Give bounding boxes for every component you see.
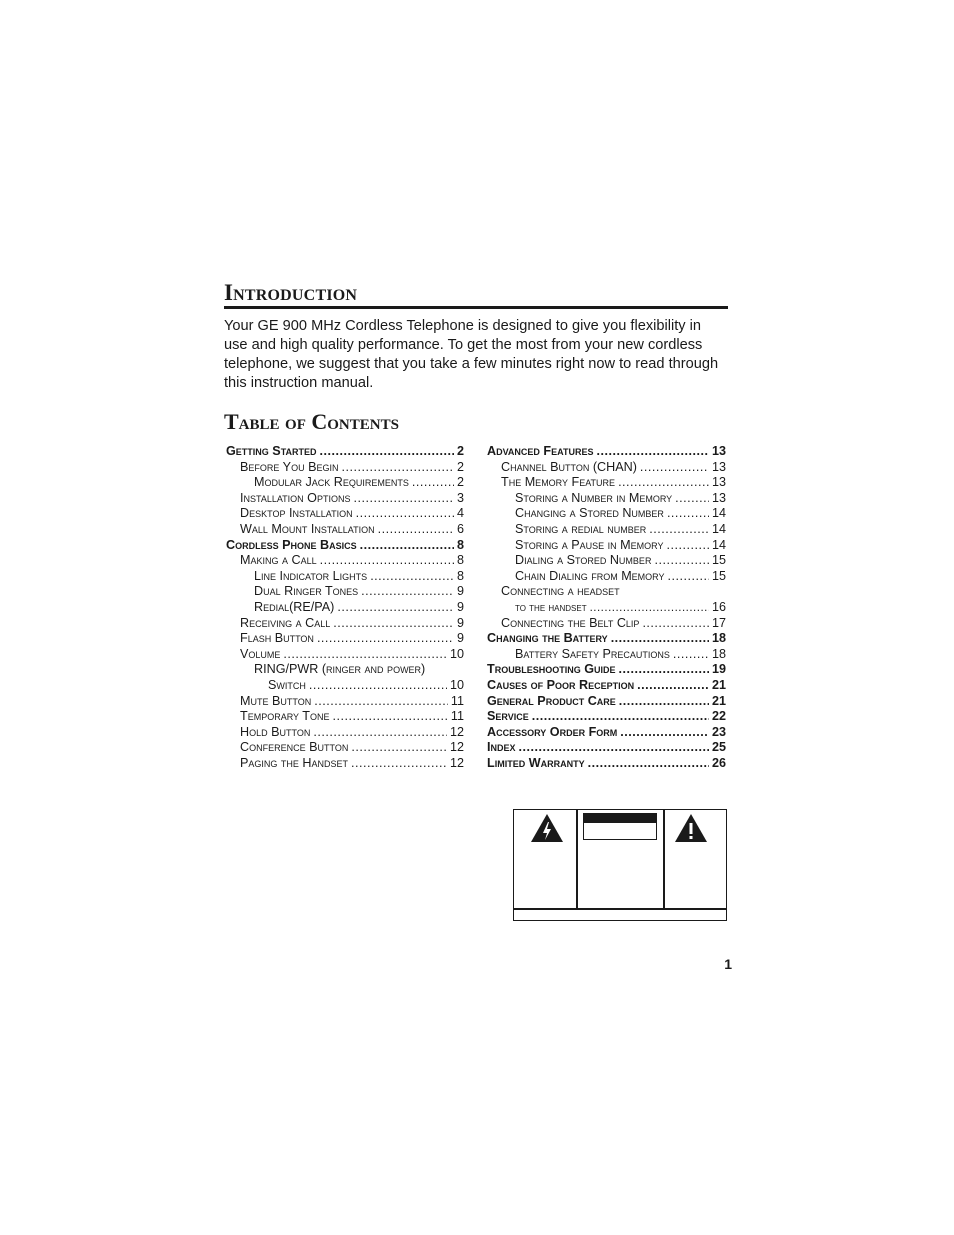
toc-entry[interactable]: Troubleshooting Guide ..... 19 [487,662,726,678]
toc-entry[interactable]: Causes of Poor Reception ..... 21 [487,678,726,694]
toc-entry[interactable]: Hold Button ..... 12 [226,725,464,741]
heading-rule [224,306,728,309]
toc-entry[interactable]: to the handset ..... 16 [487,600,726,616]
toc-entry[interactable]: The Memory Feature ..... 13 [487,475,726,491]
toc-heading: Table of Contents [224,409,399,434]
toc-entry[interactable]: Storing a Pause in Memory ..... 14 [487,538,726,554]
warning-divider [514,908,726,910]
toc-entry[interactable]: Accessory Order Form ..... 23 [487,725,726,741]
toc-entry[interactable]: Conference Button ..... 12 [226,740,464,756]
toc-entry[interactable]: Line Indicator Lights ..... 8 [226,569,464,585]
toc-entry[interactable]: Service ..... 22 [487,709,726,725]
toc-entry[interactable]: Chain Dialing from Memory ..... 15 [487,569,726,585]
toc-entry[interactable]: Before You Begin ..... 2 [226,460,464,476]
toc-entry[interactable]: Making a Call ..... 8 [226,553,464,569]
toc-entry[interactable]: Receiving a Call ..... 9 [226,616,464,632]
toc-entry[interactable]: Volume ..... 10 [226,647,464,663]
toc-entry[interactable]: Connecting a headset [501,584,620,599]
intro-heading: Introduction [224,280,358,305]
toc-entry[interactable]: Switch ..... 10 [226,678,464,694]
warning-divider [663,810,665,909]
toc-entry[interactable]: RING/PWR (ringer and power) [254,662,426,677]
toc-entry[interactable]: Battery Safety Precautions ..... 18 [487,647,726,663]
toc-entry[interactable]: Channel Button (CHAN) ..... 13 [487,460,726,476]
toc-right-column [487,444,726,771]
toc-entry[interactable]: Index ..... 25 [487,740,726,756]
toc-entry[interactable]: Connecting the Belt Clip ..... 17 [487,616,726,632]
toc-entry[interactable]: Temporary Tone ..... 11 [226,709,464,725]
intro-paragraph: Your GE 900 MHz Cordless Telephone is designed to give you flexibility in use and high quality performance. To get the most from your new cordless telephone, we suggest that you take a few minutes right now to read through this instruction manual. [224,318,719,391]
toc-entry[interactable]: Wall Mount Installation ..... 6 [226,522,464,538]
toc-entry[interactable]: Desktop Installation ..... 4 [226,506,464,522]
caution-label-band [583,813,657,823]
toc-entry[interactable]: Changing a Stored Number ..... 14 [487,506,726,522]
toc-entry[interactable]: Changing the Battery ..... 18 [487,631,726,647]
warning-divider [576,810,578,909]
toc-entry[interactable]: Limited Warranty ..... 26 [487,756,726,772]
lightning-warning-icon [530,813,564,843]
toc-entry[interactable]: Cordless Phone Basics ..... 8 [226,538,464,554]
toc-entry[interactable]: Modular Jack Requirements ..... 2 [226,475,464,491]
exclamation-warning-icon [674,813,708,843]
toc-entry[interactable]: Advanced Features ..... 13 [487,444,726,460]
toc-entry[interactable]: Storing a Number in Memory ..... 13 [487,491,726,507]
toc-entry[interactable]: Flash Button ..... 9 [226,631,464,647]
toc-entry[interactable]: Storing a redial number ..... 14 [487,522,726,538]
toc-entry[interactable]: Getting Started ..... 2 [226,444,464,460]
toc-left-column [226,444,464,771]
toc-entry[interactable]: Mute Button ..... 11 [226,694,464,710]
toc-entry[interactable]: Paging the Handset ..... 12 [226,756,464,772]
toc-entry[interactable]: Dialing a Stored Number ..... 15 [487,553,726,569]
toc-entry[interactable]: General Product Care ..... 21 [487,694,726,710]
toc-entry[interactable]: Redial(RE/PA) ..... 9 [226,600,464,616]
toc-entry[interactable]: Installation Options ..... 3 [226,491,464,507]
toc-entry[interactable]: Dual Ringer Tones ..... 9 [226,584,464,600]
page-number: 1 [724,956,732,972]
